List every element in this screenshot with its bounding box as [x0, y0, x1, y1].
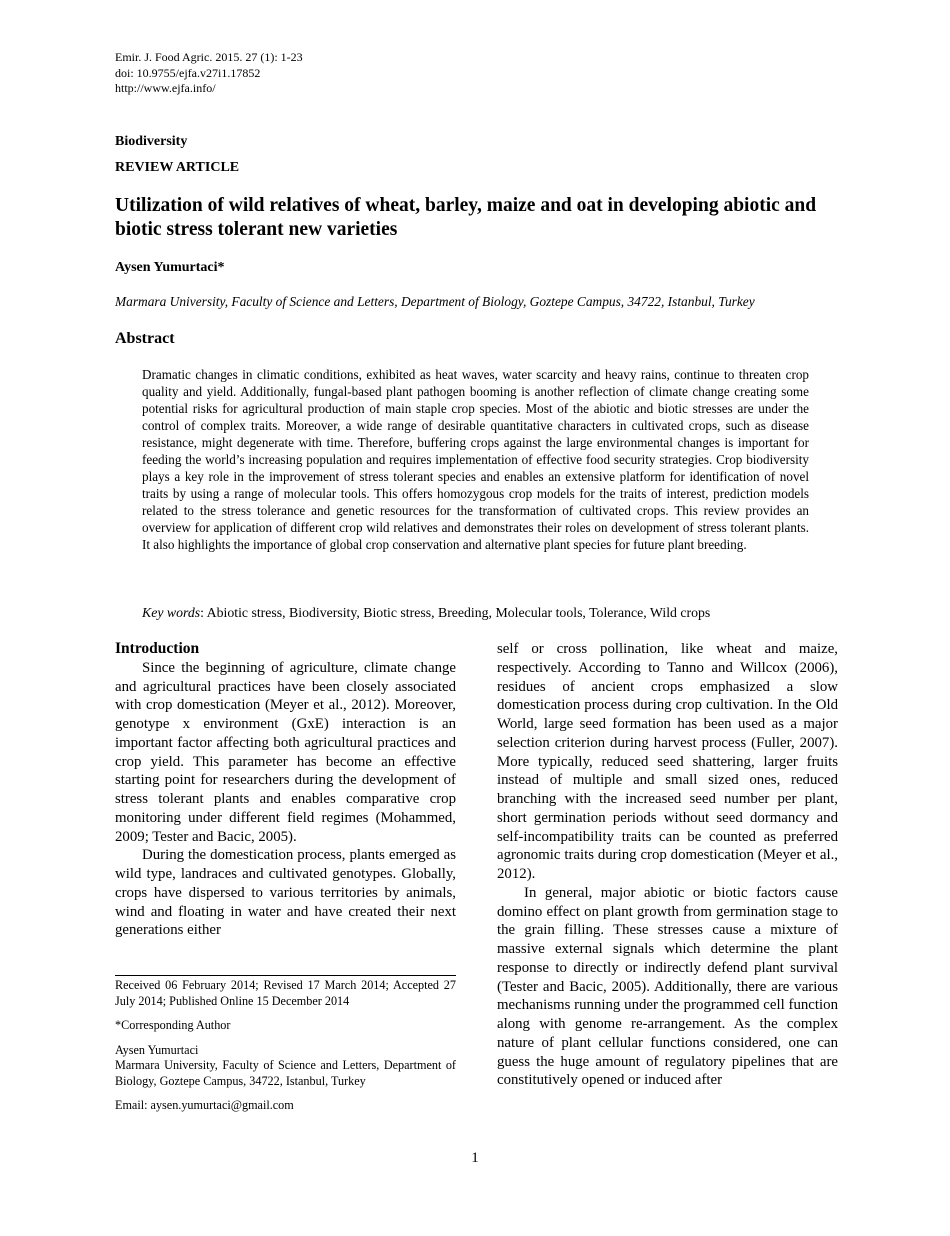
introduction-heading: Introduction: [115, 640, 200, 657]
keywords-label: Key words: [142, 605, 201, 620]
intro-paragraph: During the domestication process, plants emerged as wild type, landraces and cultivated genotypes. Globally, crops have dispersed to various territories by animals, wind and floating in water and have created their next generations either: [115, 847, 456, 939]
page-number: 1: [471, 1150, 479, 1166]
journal-header: [115, 50, 303, 97]
body-paragraph: self or cross pollination, like wheat and maize, respectively. According to Tanno and Willcox (2006), residues of ancient crops emphasized a slow domestication process during crop cultivation. In the Old World, large seed formation has been used as a major selection criterion during harvest process (Fuller, 2007). More typically, reduced seed shattering, larger fruits instead of multiple and small sized ones, reduced branching with the increased seed number per plant, short germination periods without seed dormancy and self-incompatibility traits can be counted as preferred agronomic traits during crop domestication (Meyer et al., 2012).: [497, 641, 838, 882]
journal-citation: Emir. J. Food Agric. 2015. 27 (1): 1-23: [115, 50, 303, 64]
received-dates: Received 06 February 2014; Revised 17 March 2014; Accepted 27 July 2014; Published Online 15 December 2014: [115, 978, 456, 1008]
paper-title: Utilization of wild relatives of wheat, barley, maize and oat in developing abiotic and biotic stress tolerant new varieties: [115, 195, 817, 240]
article-type: REVIEW ARTICLE: [115, 160, 240, 175]
abstract-heading: Abstract: [115, 330, 175, 347]
journal-url[interactable]: http://www.ejfa.info/: [115, 81, 216, 95]
doi: doi: 10.9755/ejfa.v27i1.17852: [115, 65, 261, 80]
author-affiliation: Marmara University, Faculty of Science and Letters, Department of Biology, Goztepe Campus, 34722, Istanbul, Turkey: [115, 294, 755, 309]
abstract-text: Dramatic changes in climatic conditions, exhibited as heat waves, water scarcity and heavy rains, continue to threaten crop quality and yield. Additionally, fungal-based plant pathogen booming is another reflection of climate change creating some potential risks for agricultural production of main staple crop species. Most of the abiotic and biotic stresses are under the control of complex traits. Moreover, a wide range of desirable quantitative characters in cultivated crops, such as disease resistance, might degenerate with time. Therefore, buffering crops against the large environmental changes is important for feeding the world’s increasing population and requires implementation of effective food security strategies. Crop biodiversity plays a key role in the improvement of stress tolerant species and enables an extensive platform for identification of novel traits by using a range of molecular tools. This offers homozygous crop models for the traits of interest, prediction models related to the stress tolerance and genetic resources for the transformation of cultivated crops. This review provides an overview for application of different crop wild relatives and demonstrates their roles on development of stress tolerant plants. It also highlights the importance of global crop conservation and alternative plant species for future plant breeding.: [142, 367, 809, 553]
right-column: [497, 640, 838, 1090]
corresponding-address: Marmara University, Faculty of Science and Letters, Department of Biology, Goztepe Campus, 34722, Istanbul, Turkey: [115, 1058, 456, 1088]
body-paragraph: In general, major abiotic or biotic factors cause domino effect on plant growth from germination stage to the grain filling. These stresses cause a mixture of massive external signals which determine the plant response to directly or indirectly defend plant survival (Tester and Bacic, 2005). Additionally, there are various mechanisms running under the programmed cell function along with genome re-arrangement. As the complex nature of plant cellular functions considered, one can guess the huge amount of regulatory pipelines that are constitutively opened or induced after: [497, 884, 838, 1089]
corresponding-label: *Corresponding Author: [115, 1018, 231, 1032]
footnotes: [115, 978, 456, 1114]
intro-paragraph: Since the beginning of agriculture, climate change and agricultural practices have been closely associated with crop domestication (Meyer et al., 2012). Moreover, genotype x environment (GxE) interaction is an important factor affecting both agricultural practices and crop yield. This parameter has become an effective starting point for researchers during the development of stress tolerant plants and enables comparative crop monitoring under different field regimes (Mohammed, 2009; Tester and Bacic, 2005).: [115, 659, 456, 845]
keywords: [142, 605, 710, 621]
left-column: [115, 640, 456, 940]
author-name: Aysen Yumurtaci*: [115, 260, 225, 275]
keywords-list: : Abiotic stress, Biodiversity, Biotic stress, Breeding, Molecular tools, Tolerance, Wild crops: [200, 605, 711, 620]
section-label: Biodiversity: [115, 134, 188, 149]
corresponding-name: Aysen Yumurtaci: [115, 1042, 199, 1057]
corresponding-email[interactable]: Email: aysen.yumurtaci@gmail.com: [115, 1098, 294, 1112]
footnote-divider: [115, 975, 456, 976]
